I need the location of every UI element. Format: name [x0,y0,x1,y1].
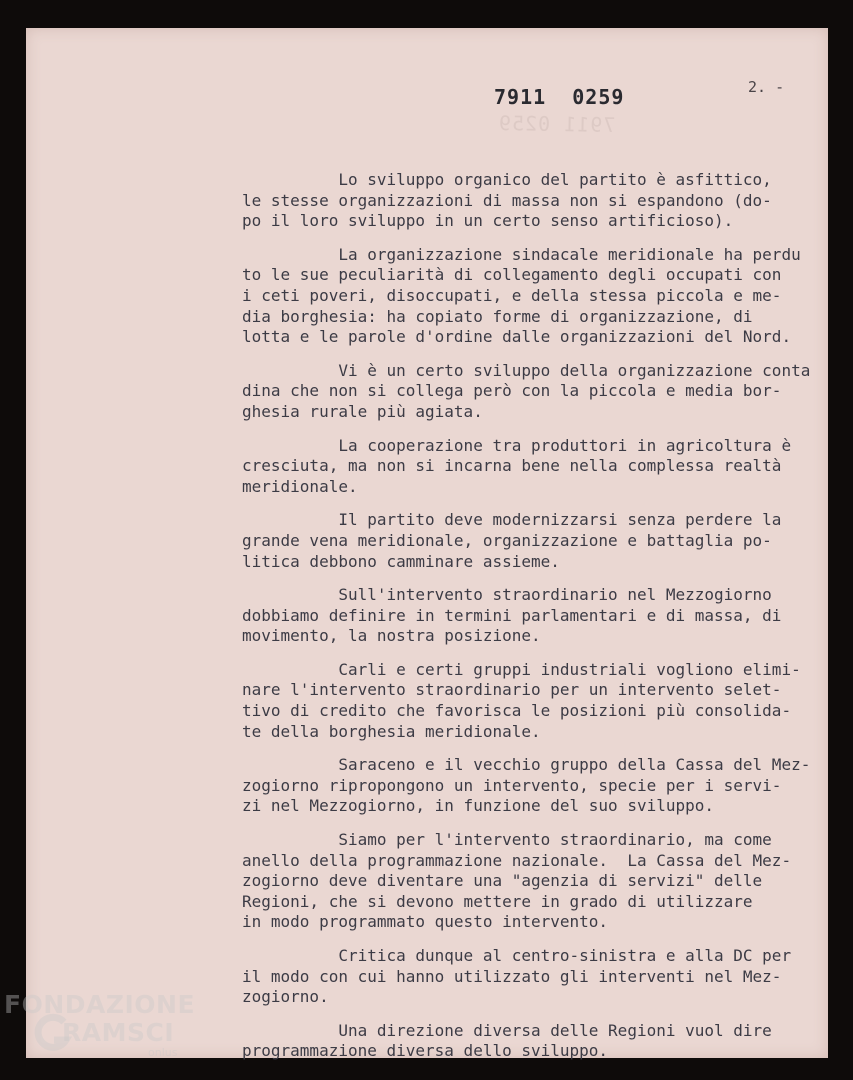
text-line: litica debbono camminare assieme. [242,551,560,571]
text-line: Vi è un certo sviluppo della organizzazione conta [242,360,811,380]
text-line: dobbiamo definire in termini parlamentari e di massa, di [242,605,782,625]
text-line: dia borghesia: ha copiato forme di organizzazione, di [242,306,753,326]
text-line: anello della programmazione nazionale. La Cassa del Mez- [242,850,792,870]
text-line: zogiorno ripropongono un intervento, specie per i servi- [242,775,782,795]
text-line: po il loro sviluppo in un certo senso artificioso). [242,211,734,231]
paragraph [242,946,814,1008]
text-line: Siamo per l'intervento straordinario, ma come [242,830,772,850]
paragraph [242,1021,814,1062]
document-body [242,170,814,1075]
text-line: ghesia rurale più agiata. [242,401,483,421]
text-line: zogiorno deve diventare una "agenzia di servizi" delle [242,871,763,891]
text-line: programmazione diversa dello sviluppo. [242,1041,609,1061]
text-line: cresciuta, ma non si incarna bene nella complessa realtà [242,456,782,476]
watermark-onlus: onlus [148,1046,178,1059]
paragraph [242,830,814,933]
watermark-line-1: FONDAZIONE [4,990,196,1019]
text-line: Una direzione diversa delle Regioni vuol dire [242,1020,772,1040]
text-line: te della borghesia meridionale. [242,721,541,741]
paragraph [242,755,814,817]
text-line: movimento, la nostra posizione. [242,626,541,646]
text-line: zi nel Mezzogiorno, in funzione del suo sviluppo. [242,796,715,816]
text-line: Lo sviluppo organico del partito è asfittico, [242,170,772,189]
paragraph [242,585,814,647]
text-line: Saraceno e il vecchio gruppo della Cassa del Mez- [242,755,811,775]
text-line: in modo programmato questo intervento. [242,912,609,932]
text-line: La organizzazione sindacale meridionale ha perdu [242,244,801,264]
bleed-through-text: 7911 0259 [497,110,616,138]
text-line: Regioni, che si devono mettere in grado di utilizzare [242,891,753,911]
text-line: zogiorno. [242,987,329,1007]
watermark-line-2: RAMSCI [62,1018,175,1047]
text-line: Carli e certi gruppi industriali vogliono elimi- [242,659,801,679]
document-page [26,28,828,1061]
text-line: Il partito deve modernizzarsi senza perdere la [242,510,782,530]
text-line: to le sue peculiarità di collegamento degli occupati con [242,265,782,285]
text-line: meridionale. [242,476,358,496]
text-line: tivo di credito che favorisca le posizioni più consolida- [242,701,792,721]
text-line: i ceti poveri, disoccupati, e della stessa piccola e me- [242,285,782,305]
paragraph [242,510,814,572]
paragraph [242,660,814,742]
text-line: lotta e le parole d'ordine dalle organizzazioni del Nord. [242,327,792,347]
paragraph [242,170,814,232]
text-line: nare l'intervento straordinario per un intervento selet- [242,680,782,700]
document-number: 7911 0259 [494,85,625,109]
text-line: grande vena meridionale, organizzazione e battaglia po- [242,530,772,550]
paragraph [242,245,814,348]
text-line: Critica dunque al centro-sinistra e alla DC per [242,946,792,965]
text-line: le stesse organizzazioni di massa non si espandono (do- [242,190,772,210]
page-number: 2. - [748,78,785,96]
text-line: La cooperazione tra produttori in agricoltura è [242,435,792,455]
text-line: il modo con cui hanno utilizzato gli interventi nel Mez- [242,966,782,986]
text-line: dina che non si collega però con la piccola e media bor- [242,381,782,401]
fondazione-gramsci-watermark [4,990,214,1070]
paragraph [242,436,814,498]
text-line: Sull'intervento straordinario nel Mezzogiorno [242,585,772,605]
paragraph [242,361,814,423]
